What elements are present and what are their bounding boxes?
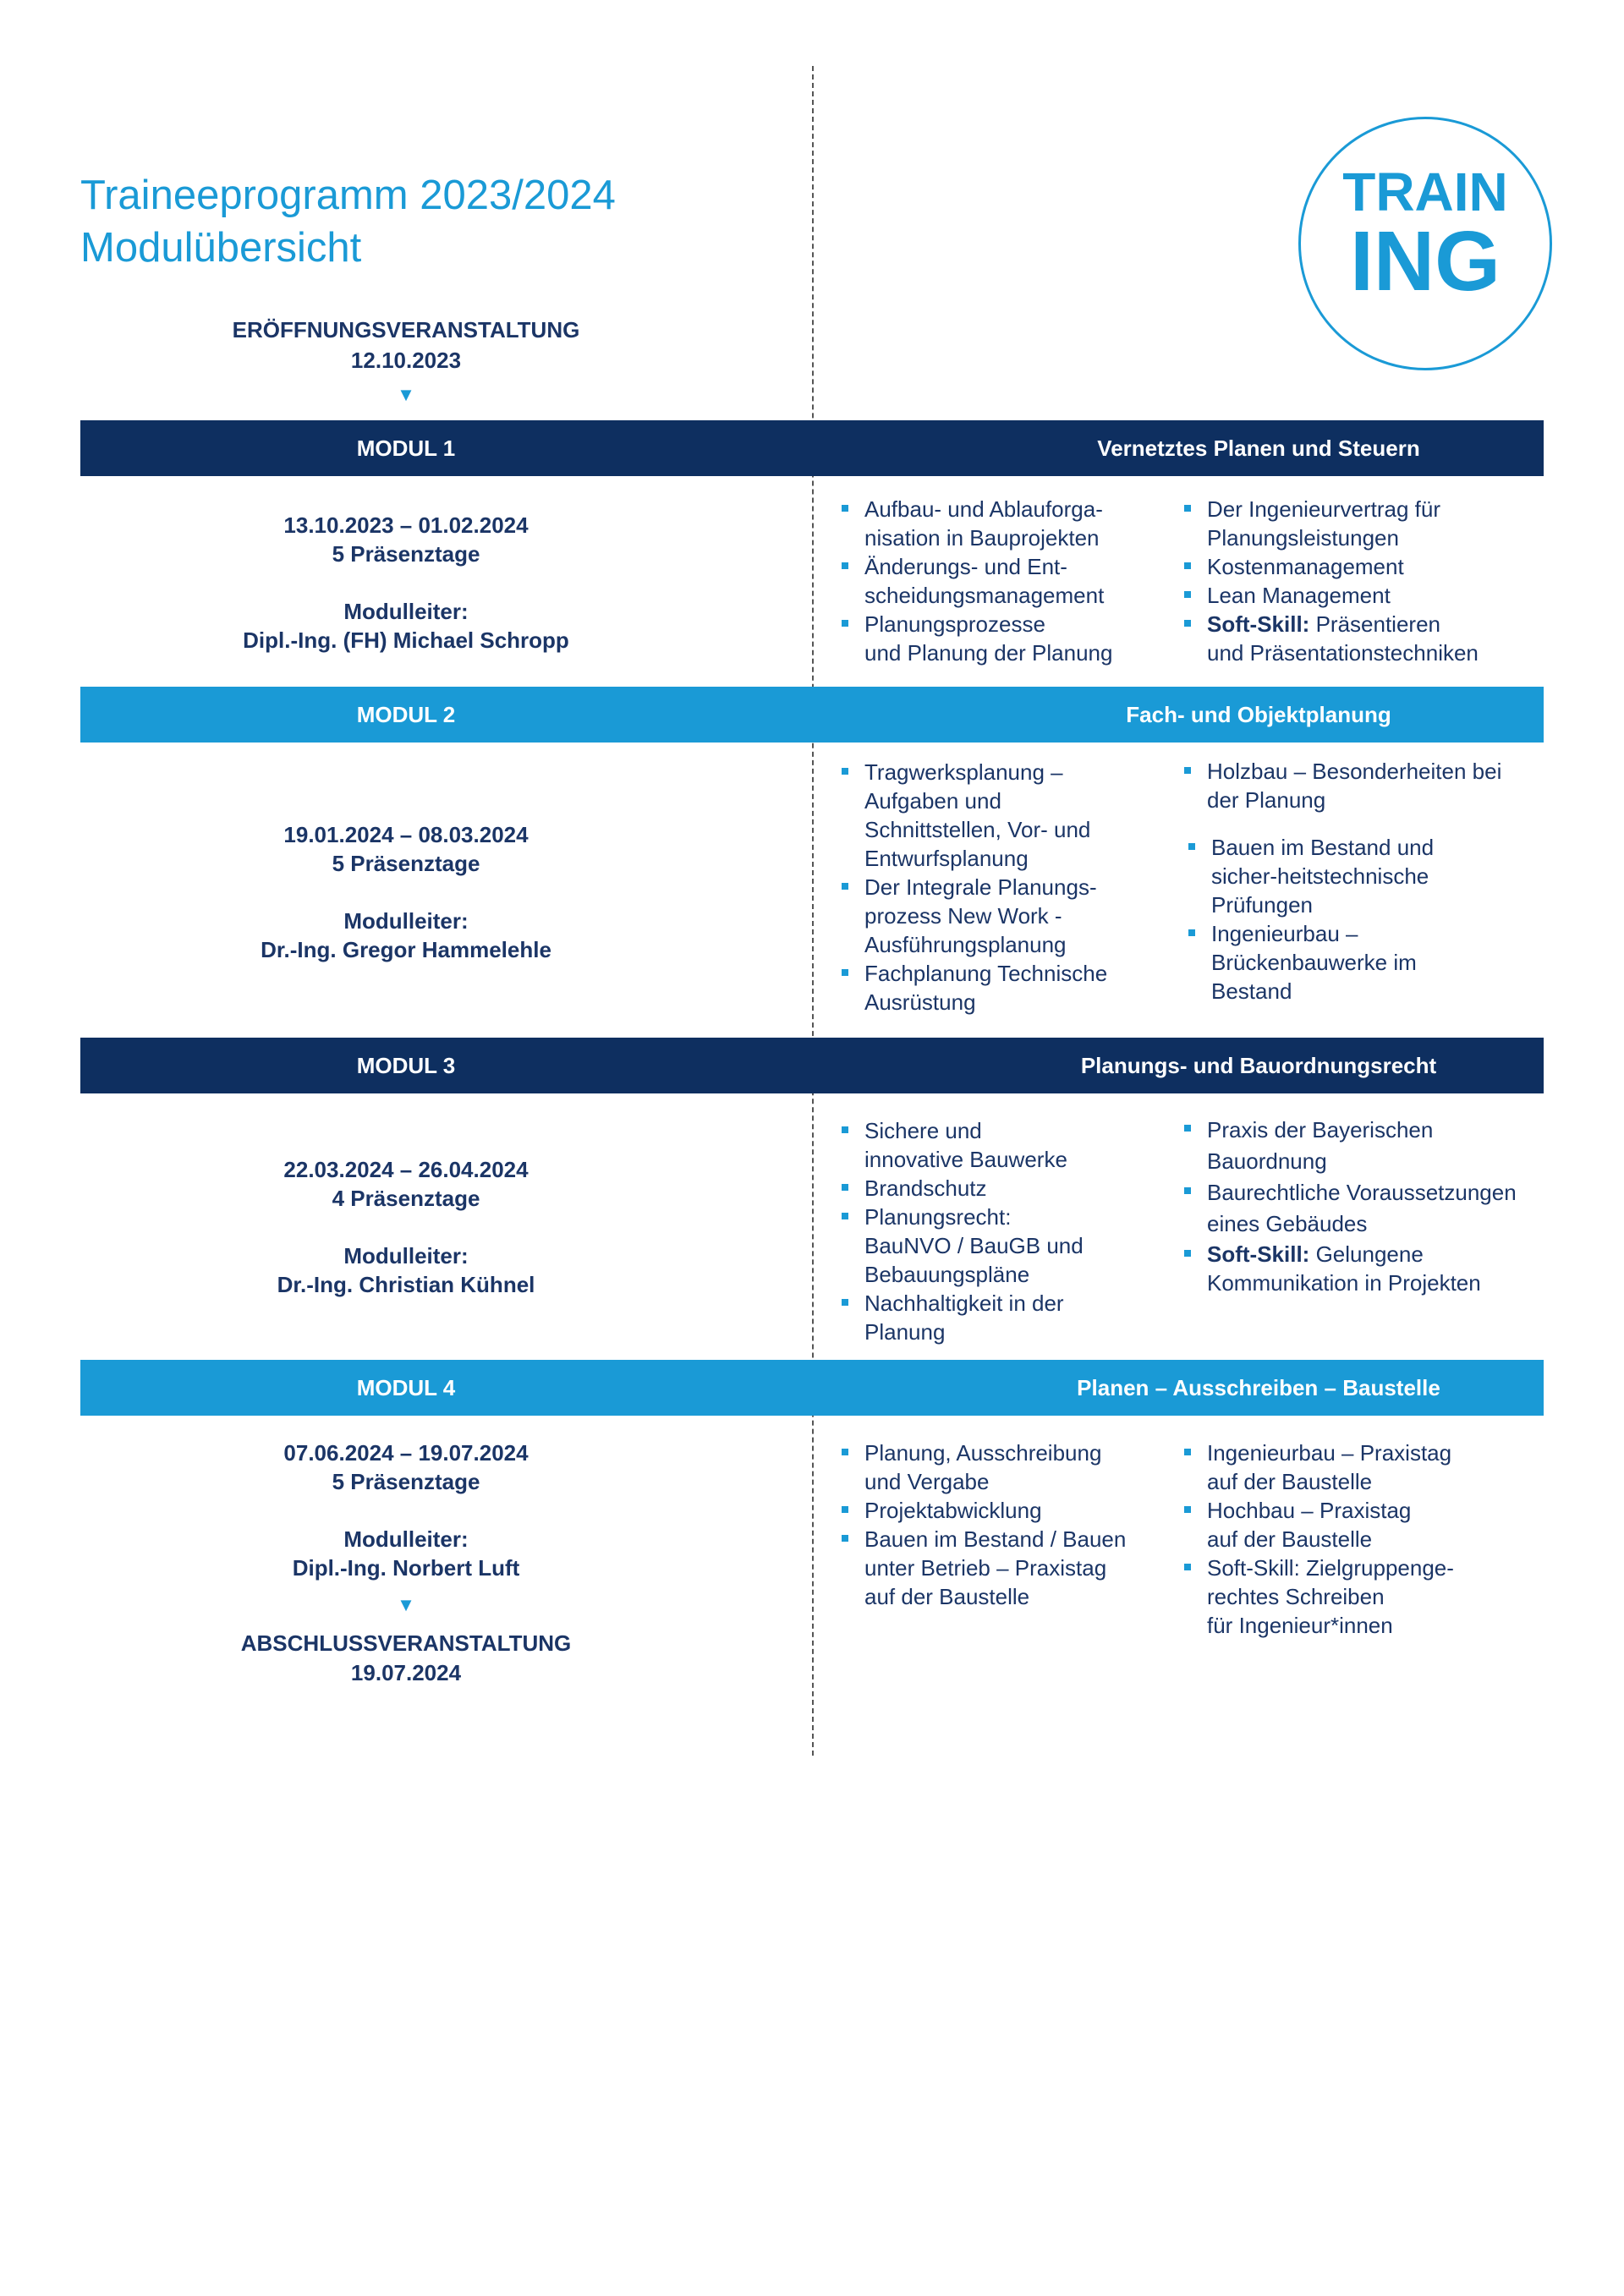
train-ing-logo: [1298, 117, 1552, 370]
module-4-leader-label: Modulleiter:: [343, 1526, 469, 1552]
opening-event: [80, 315, 732, 375]
list-item: Bauen im Bestand / Bauen unter Betrieb – Praxistag auf der Baustelle: [839, 1525, 1177, 1611]
module-4-topics-left: [839, 1438, 1177, 1611]
module-2-days: 5 Präsenztage: [332, 851, 480, 876]
title-line-2: Modulübersicht: [80, 225, 362, 271]
module-2-topics-left: [839, 758, 1177, 1016]
module-2-header: [80, 687, 1544, 743]
module-3-leader-label: Modulleiter:: [343, 1243, 469, 1269]
bullet-icon: [842, 883, 848, 890]
module-4-header: [80, 1360, 1544, 1416]
module-3-topics-right: [1182, 1115, 1571, 1297]
module-3-info: [80, 1155, 732, 1299]
module-2-label: MODUL 2: [356, 702, 456, 727]
bullet-icon: [1184, 1506, 1191, 1513]
logo-line-2: ING: [1350, 214, 1501, 309]
module-3-topic: Planungs- und Bauordnungsrecht: [1080, 1053, 1437, 1078]
module-1-header: [80, 420, 1544, 476]
closing-event: [80, 1629, 732, 1688]
bullet-icon: [1184, 1449, 1191, 1455]
list-item: Der Ingenieurvertrag für Planungsleistungen: [1182, 495, 1571, 552]
module-4-leader: Dipl.-Ing. Norbert Luft: [292, 1555, 520, 1581]
bullet-icon: [842, 1184, 848, 1191]
list-item: Fachplanung Technische Ausrüstung: [839, 959, 1177, 1016]
module-4-topic: Planen – Ausschreiben – Baustelle: [1077, 1375, 1440, 1400]
list-item: Ingenieurbau – Praxistag auf der Baustelle: [1182, 1438, 1571, 1496]
bullet-icon: [842, 1213, 848, 1219]
list-item: Tragwerksplanung – Aufgaben und Schnittstellen, Vor- und Entwurfsplanung: [839, 758, 1177, 873]
list-item: Bauen im Bestand und sicher-heitstechnische Prüfungen: [1186, 833, 1571, 919]
list-item: Planung, Ausschreibung und Vergabe: [839, 1438, 1177, 1496]
bullet-icon: [842, 1126, 848, 1133]
closing-label: ABSCHLUSSVERANSTALTUNG: [240, 1630, 572, 1656]
bullet-icon: [842, 969, 848, 976]
module-1-topics-left: [839, 495, 1177, 667]
list-item: Aufbau- und Ablauforga- nisation in Bauprojekten: [839, 495, 1177, 552]
list-item: Baurechtliche Voraussetzungen eines Gebäudes: [1182, 1177, 1571, 1240]
list-item: Änderungs- und Ent- scheidungsmanagement: [839, 552, 1177, 610]
bullet-icon: [1184, 767, 1191, 774]
bullet-icon: [1184, 1564, 1191, 1570]
page-title: [80, 169, 616, 274]
bullet-icon: [842, 768, 848, 775]
module-3-label: MODUL 3: [356, 1053, 456, 1078]
list-item: Brandschutz: [839, 1174, 1177, 1203]
opening-date: 12.10.2023: [350, 348, 462, 373]
bullet-icon: [1188, 843, 1195, 850]
bullet-icon: [842, 562, 848, 569]
module-1-leader-label: Modulleiter:: [343, 599, 469, 624]
bullet-icon: [842, 1506, 848, 1513]
bullet-icon: [1184, 1250, 1191, 1257]
module-3-topics-left: [839, 1116, 1177, 1346]
soft-skill-label: Soft-Skill:: [1207, 1241, 1310, 1267]
vertical-divider: [812, 66, 814, 1756]
bullet-icon: [842, 1535, 848, 1542]
module-1-info: [80, 511, 732, 655]
list-item: Nachhaltigkeit in der Planung: [839, 1289, 1177, 1346]
arrow-down-icon: ▼: [397, 384, 415, 405]
module-2-dates: 19.01.2024 – 08.03.2024: [283, 822, 529, 847]
module-4-days: 5 Präsenztage: [332, 1469, 480, 1494]
module-3-leader: Dr.-Ing. Christian Kühnel: [277, 1272, 535, 1297]
module-3-dates: 22.03.2024 – 26.04.2024: [283, 1157, 529, 1182]
list-item: Kostenmanagement: [1182, 552, 1571, 581]
module-2-topics-right-a: [1182, 757, 1571, 814]
list-item: Lean Management: [1182, 581, 1571, 610]
list-item: Projektabwicklung: [839, 1496, 1177, 1525]
list-item: Soft-Skill: Präsentieren und Präsentationstechniken: [1182, 610, 1571, 667]
module-2-info: [80, 820, 732, 964]
module-2-leader-label: Modulleiter:: [343, 908, 469, 934]
list-item: Holzbau – Besonderheiten bei der Planung: [1182, 757, 1571, 814]
bullet-icon: [842, 505, 848, 512]
bullet-icon: [842, 1299, 848, 1306]
module-4-label: MODUL 4: [356, 1375, 456, 1400]
list-item: Soft-Skill: Gelungene Kommunikation in Projekten: [1182, 1240, 1571, 1297]
bullet-icon: [1184, 1125, 1191, 1132]
list-item: Der Integrale Planungs- prozess New Work - Ausführungsplanung: [839, 873, 1177, 959]
module-1-leader: Dipl.-Ing. (FH) Michael Schropp: [243, 627, 569, 653]
module-2-topic: Fach- und Objektplanung: [1126, 702, 1391, 727]
title-line-1: Traineeprogramm 2023/2024: [80, 173, 616, 218]
module-1-topics-right: [1182, 495, 1571, 667]
module-4-dates: 07.06.2024 – 19.07.2024: [283, 1440, 529, 1466]
module-3-header: [80, 1038, 1544, 1093]
closing-date: 19.07.2024: [350, 1660, 462, 1685]
bullet-icon: [1184, 562, 1191, 569]
list-item: Planungsprozesse und Planung der Planung: [839, 610, 1177, 667]
bullet-icon: [1184, 505, 1191, 512]
module-1-label: MODUL 1: [356, 436, 456, 461]
arrow-down-icon: ▼: [397, 1594, 415, 1615]
list-item: Ingenieurbau – Brückenbauwerke im Bestand: [1186, 919, 1571, 1006]
opening-label: ERÖFFNUNGSVERANSTALTUNG: [232, 317, 580, 342]
list-item: Soft-Skill: Zielgruppenge- rechtes Schreiben für Ingenieur*innen: [1182, 1553, 1571, 1640]
list-item: Praxis der Bayerischen Bauordnung: [1182, 1115, 1571, 1177]
bullet-icon: [1184, 620, 1191, 627]
bullet-icon: [842, 620, 848, 627]
module-2-leader: Dr.-Ing. Gregor Hammelehle: [261, 937, 551, 962]
soft-skill-label: Soft-Skill:: [1207, 611, 1310, 637]
bullet-icon: [1184, 591, 1191, 598]
module-4-topics-right: [1182, 1438, 1571, 1640]
module-1-dates: 13.10.2023 – 01.02.2024: [283, 512, 529, 538]
list-item: Sichere und innovative Bauwerke: [839, 1116, 1177, 1174]
list-item: Planungsrecht: BauNVO / BauGB und Bebauungspläne: [839, 1203, 1177, 1289]
bullet-icon: [1184, 1187, 1191, 1194]
module-4-info: [80, 1438, 732, 1582]
module-1-days: 5 Präsenztage: [332, 541, 480, 567]
logo-line-1: TRAIN: [1342, 162, 1508, 222]
module-3-days: 4 Präsenztage: [332, 1186, 480, 1211]
bullet-icon: [842, 1449, 848, 1455]
bullet-icon: [1188, 929, 1195, 936]
module-1-topic: Vernetztes Planen und Steuern: [1097, 436, 1420, 461]
list-item: Hochbau – Praxistag auf der Baustelle: [1182, 1496, 1571, 1553]
module-2-topics-right-b: [1186, 833, 1571, 1006]
